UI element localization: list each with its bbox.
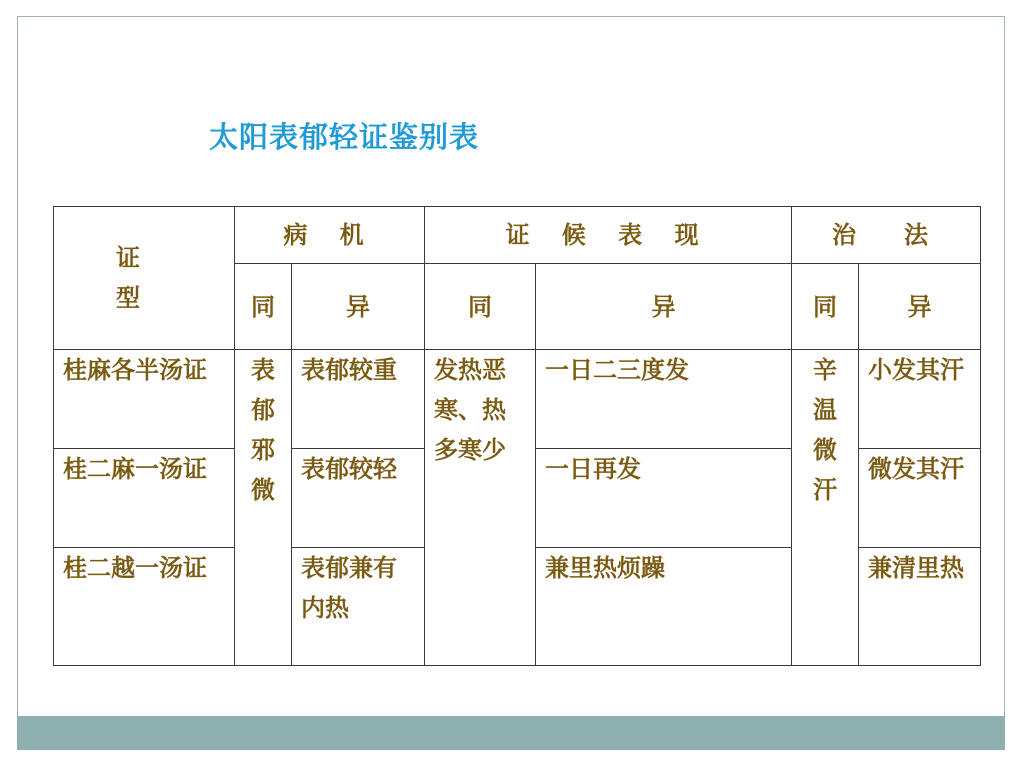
- header-path-same: 同: [235, 264, 292, 350]
- syndrome-type-cell: 桂二越一汤证: [54, 548, 235, 666]
- pathogenesis-same-cell: 表郁邪微: [235, 350, 292, 666]
- header-treatment: 治 法: [792, 207, 981, 264]
- pathogenesis-diff-cell: 表郁较重: [292, 350, 425, 449]
- differentiation-table: [53, 206, 981, 666]
- symptoms-diff-cell: 一日再发: [536, 449, 792, 548]
- symptoms-same-cell: 发热恶寒、热多寒少: [425, 350, 536, 666]
- header-sym-same: 同: [425, 264, 536, 350]
- symptoms-diff-cell: 兼里热烦躁: [536, 548, 792, 666]
- table-row: [54, 350, 981, 449]
- pathogenesis-diff-cell: 表郁兼有内热: [292, 548, 425, 666]
- header-row-1: [54, 207, 981, 264]
- treatment-same-cell: 辛温微汗: [792, 350, 859, 666]
- header-sym-diff: 异: [536, 264, 792, 350]
- header-path-diff: 异: [292, 264, 425, 350]
- header-pathogenesis: 病 机: [235, 207, 425, 264]
- footer-bar: [17, 716, 1005, 750]
- header-treat-diff: 异: [859, 264, 981, 350]
- header-symptoms: 证 候 表 现: [425, 207, 792, 264]
- pathogenesis-diff-cell: 表郁较轻: [292, 449, 425, 548]
- header-syndrome-type: 证 型: [54, 207, 235, 350]
- treatment-diff-cell: 兼清里热: [859, 548, 981, 666]
- slide-title: 太阳表郁轻证鉴别表: [209, 120, 480, 154]
- treatment-diff-cell: 小发其汗: [859, 350, 981, 449]
- treatment-diff-cell: 微发其汗: [859, 449, 981, 548]
- syndrome-type-cell: 桂麻各半汤证: [54, 350, 235, 449]
- syndrome-type-cell: 桂二麻一汤证: [54, 449, 235, 548]
- symptoms-diff-cell: 一日二三度发: [536, 350, 792, 449]
- header-treat-same: 同: [792, 264, 859, 350]
